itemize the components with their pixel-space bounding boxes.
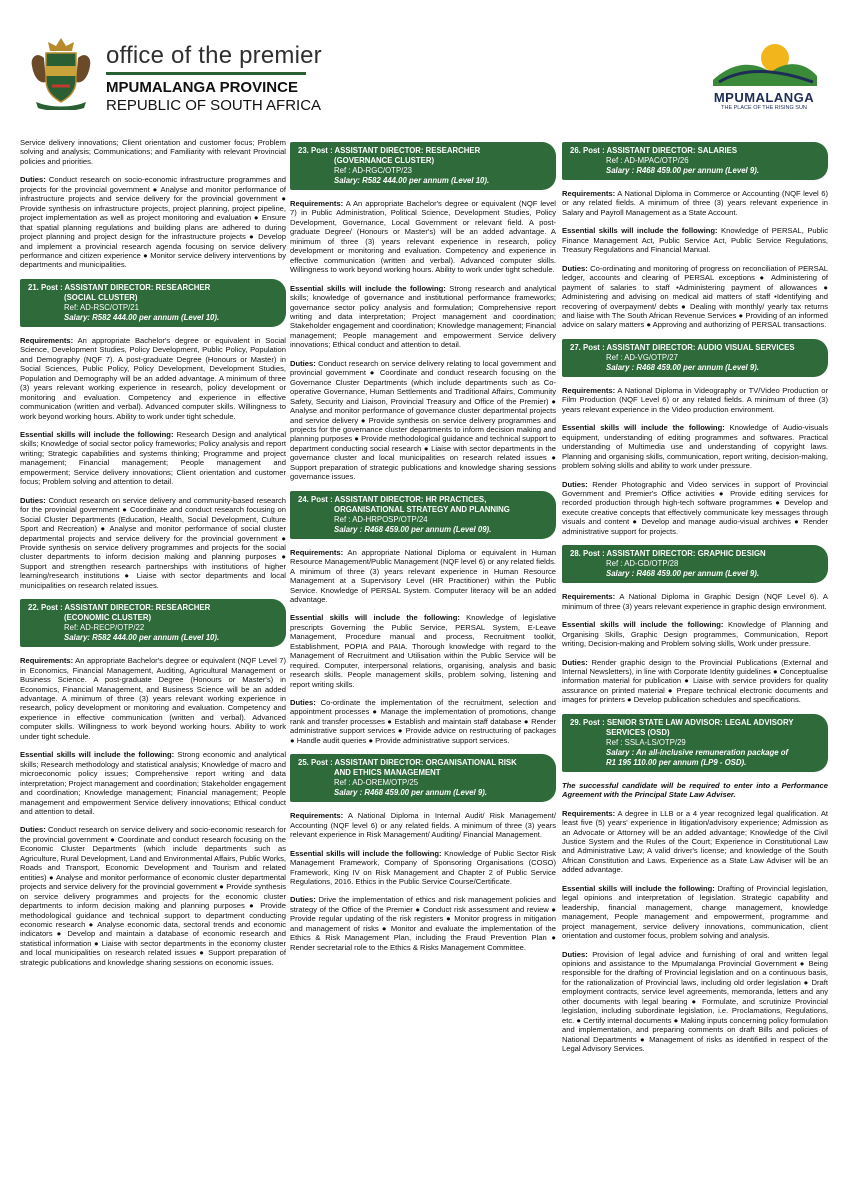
post-22-requirements [20, 656, 286, 741]
duties-text: Conduct research on socio-economic infrastructure programmes and projects for the provincial government ● Analyse and monitor performance of infrastructure projects and service delivery for the provincial government ● Provide synthesis on infrastructure projects, project planning, project pipeline, project implementation as well as project monitoring and evaluation ● Ensure that spatial planning regulations and building plans are adhered to during project planning and project design for the infrastructure projects ● Develop and implement a provincial research agenda focusing on service delivery performance and citizen experience ● Monitor service delivery interventions by departments and municipalities. [20, 175, 286, 270]
requirements-text: A National Diploma in Graphic Design (NQF Level 6). A minimum of three (3) years relevant experience in graphic design environment. [562, 592, 828, 611]
skills-label: Essential skills will include the following: [562, 423, 725, 433]
post-21-requirements [20, 336, 286, 421]
duties-label: Duties: [562, 263, 588, 273]
skills-label: Essential skills will include the following: [20, 429, 174, 439]
post-27-skills [562, 423, 828, 470]
skills-label: Essential skills will include the following: [290, 613, 460, 623]
column-1 [20, 138, 286, 976]
skills-label: Essential skills will include the following: [20, 750, 175, 760]
post-ref: Ref: AD-RECP/OTP/22 [64, 623, 145, 633]
duties-label: Duties: [562, 657, 588, 667]
post-24-skills [290, 613, 556, 689]
post-subtitle: (GOVERNANCE CLUSTER) [334, 156, 435, 165]
post-salary: Salary : R468 459.00 per annum (Level 9). [606, 569, 759, 579]
post-ref: Ref : AD-VG/OTP/27 [606, 352, 678, 362]
post-ref: Ref : AD-HRPOSP/OTP/24 [334, 514, 428, 524]
skills-text: Research Design and analytical skills; Knowledge of social sector policy frameworks; Policy analysis and report writing; Strategic capabilities and systems thinking; Programme and project management; Financial management; People management and empowerment; Service delivery innovations; Client orientation and customer focus; Problem solving and attention to detail. [20, 429, 287, 487]
post-29-skills [562, 884, 828, 941]
post-23-duties [290, 359, 556, 482]
skills-text: Knowledge of legislative prescripts Governing the Public Service, PERSAL System, E-Leave Management, Procedure manual and process, Recruitment toolkit, Establishment, POPIA and PAIA. Thorough knowledge with regard to the Management of Recruitment and Utilisation within the Public Service will be required. Computer, interpersonal relations, organising, analysis and basic research skills. People management skills, problem solving, listening and report writing skills. [290, 613, 556, 689]
post-salary: Salary : R468 459.00 per annum (Level 9). [606, 362, 759, 372]
duties-label: Duties: [20, 495, 46, 505]
post-ref: Ref : AD-GD/OTP/28 [606, 559, 679, 569]
requirements-label: Requirements: [20, 335, 74, 345]
requirements-label: Requirements: [562, 808, 616, 818]
skills-text: Drafting of Provincial legislation, legal opinions and interpretation of legislation. Strategic capability and leadership, financial management, change management, knowledge management, People management and empowerment, programme and project management, service delivery innovations, communication, client orientation and customer focus, problem solving and analysis. [562, 883, 828, 941]
post-ref: Ref : AD-MPAC/OTP/26 [606, 156, 689, 165]
post-27-requirements [562, 386, 828, 414]
requirements-label: Requirements: [562, 592, 616, 602]
brand-rule [106, 72, 306, 75]
column-2 [290, 138, 556, 961]
column-3 [562, 138, 828, 1063]
mpumalanga-tagline: THE PLACE OF THE RISING SUN [721, 105, 807, 111]
header [0, 0, 849, 118]
requirements-text: A degree in LLB or a 4 year recognized legal qualification. At least five (5) years' experience in litigation/advisory experience; Admission as an Advocate or Attorney will be an added advantage; Knowledge of the Civil Justice System and the Rules of the Court; Experience in Constitutional Law and Administrative Law; A valid driver's license; and knowledge of the South African Constitution and Laws. Experience as a State Law Adviser will be an added advantage. [562, 808, 828, 875]
post-28-requirements [562, 592, 828, 611]
skills-text: Knowledge of Planning and Organising Skills, Graphic Design programmes, Communication, Report writing, Decision-making and Problem solving skills, Work under pressure. [562, 620, 828, 649]
post-subtitle: (ECONOMIC CLUSTER) [64, 613, 152, 623]
skills-label: Essential skills will include the following: [290, 283, 446, 293]
post-title: 26. Post : ASSISTANT DIRECTOR: SALARIES [570, 146, 738, 155]
duties-label: Duties: [20, 825, 46, 835]
requirements-text: An appropriate Bachelor's degree or equivalent (NQF Level 7) in Economics, Financial Management, Auditing, Agricultural Management or Business Science. A post-graduate Degree (Honours or Master's) in Economics, Financial Management, and Business Science will be an added advantage. A minimum of three (3) years relevant working experience in research, policy development or monitoring and evaluation. Competency and experience in effective communication (written and verbal). Advanced computer skills. Willingness to work beyond working hours. Ability to work under tight schedule. [20, 656, 286, 741]
skills-label: Essential skills will include the following: [562, 226, 718, 236]
post-28-skills [562, 620, 828, 648]
post-salary: Salary : R468 459.00 per annum (Level 9). [334, 788, 487, 798]
post-ref: Ref : AD-OREM/OTP/25 [334, 778, 419, 788]
post-21-header [20, 279, 286, 327]
post-salary: Salary: R582 444.00 per annum (Level 10). [64, 312, 220, 322]
duties-text: Conduct research on service delivery and socio-economic research for the provincial government ● Coordinate and conduct research focusing on the Economic Cluster Departments (which include departments such as Agriculture, Rural Development, Land and Environmental Affairs, Public Works, Roads and Transport, Economic Development and Tourism and related entities) ● Analyse and monitor performance of economic cluster departmental projects and service delivery for the provincial government ● Provide synthesis on service delivery programmes and projects for the economic cluster departments to inform decision making and planning purposes ● Provide methodological guidance and technical support to department conducting economic research ● Analyse economic data, sectoral trends and economic indicators ● Develop and maintain a database of economic research and statistical information ● Liaise with sector departments in the economy cluster and local municipalities on research related issues ● Support preparation of strategic publications and knowledge sharing sessions on economic issues. [20, 825, 286, 967]
post-salary: Salary : R468 459.00 per annum (Level 09). [334, 524, 492, 534]
duties-label: Duties: [562, 479, 588, 489]
intro-duties [20, 175, 286, 270]
post-21-skills [20, 430, 286, 487]
post-ref: Ref : SSLA-LS/OTP/29 [606, 737, 686, 747]
post-26-header [562, 142, 828, 180]
duties-text: Conduct research on service delivery relating to local government and provincial government ● Coordinate and conduct research focusing on the Governance Cluster Departments (which include departments such as Co-operative Governance, Human Settlements and Traditional Affairs, Community Safety, Security and Liaison, Provincial Treasury and Office of the Premier) ● Analyse and monitor performance of governance cluster departmental projects and service delivery ● Provide synthesis on service delivery programmes and projects for the governance cluster departments to inform decision making and planning purposes ● Provide methodological guidance and technical support to department conducting social research ● Liaise with sector departments in the governance cluster and local municipalities on research related issues ● Support preparation of strategic publications and knowledge sharing sessions governance issues. [290, 358, 556, 482]
post-ref: Ref: AD-RSC/OTP/21 [64, 302, 139, 312]
country-name: REPUBLIC OF SOUTH AFRICA [106, 97, 322, 114]
post-29-requirements [562, 809, 828, 875]
requirements-text: An appropriate National Diploma or equivalent in Human Resource Management/Public Management (NQF level 6) or any related fields. A minimum of three (3) years relevant experience in Human Resource Management at a Supervisory Level (HR Practitioner) within the Public Service. Knowledge of PERSAL System. Computer literacy will be an added advantage. [290, 547, 556, 604]
post-21-duties [20, 496, 286, 591]
duties-label: Duties: [20, 175, 46, 185]
requirements-text: A National Diploma in Videography or TV/Video Production or Film Production (NQF Level 6) or any related fields. A minimum of three (3) years relevant experience in the Video production environment. [562, 385, 828, 414]
requirements-label: Requirements: [290, 811, 344, 821]
post-25-skills [290, 849, 556, 887]
post-26-duties [562, 264, 828, 330]
post-title: 21. Post : ASSISTANT DIRECTOR: RESEARCHER [28, 282, 211, 292]
province-name: MPUMALANGA PROVINCE [106, 79, 298, 96]
post-salary: R1 195 110.00 per annum (LP9 - OSD). [606, 757, 747, 767]
post-ref: Ref : AD-RGC/OTP/23 [334, 166, 412, 175]
requirements-label: Requirements: [20, 656, 74, 666]
post-24-header [290, 491, 556, 539]
requirements-label: Requirements: [562, 189, 616, 198]
requirements-text: A National Diploma in Internal Audit/ Risk Management/ Accounting (NQF level 6) or any related fields. A minimum of three (3) years relevant experience in Risk Management/ Auditing/ Financial Management. [290, 811, 556, 840]
office-branding [106, 42, 322, 115]
requirements-text: An appropriate Bachelor's degree or equivalent in Social Science, Development Studies, Policy Development, Public Policy, Population and Demography (NQF 7). A post-graduate Degree (Honours or Master) in Social Sciences, Public Policy, Policy Development, Development Studies, Population and Demography will be an added advantage. A minimum of three (3) years relevant working experience in research, policy development or monitoring and evaluation. Competency and experience in effective communication (written and verbal). Advanced computer skills. Willingness to work beyond working hours. Ability to work under tight schedule. [20, 335, 286, 421]
post-title: 24. Post : ASSISTANT DIRECTOR: HR PRACTICES, [298, 494, 487, 504]
post-22-duties [20, 825, 286, 967]
post-23-header [290, 142, 556, 190]
requirements-label: Requirements: [290, 199, 344, 208]
skills-label: Essential skills will include the following: [562, 883, 715, 893]
post-23-skills [290, 284, 556, 350]
duties-text: Provision of legal advice and furnishing of oral and written legal opinions and assistance to the Mpumalanga Provincial Government ● Being responsible for the drafting of Provincial legislation and on a continuous basis, for the rationalization of Provincial laws, including old order legislation ● Draft employment contracts, service level agreements, memoranda, letters and any other documents with legal bearing ● Formulate, and scrutinize Provincial legislation, including subordinate legislation, i.e. Proclamations, Regulations, etc. ● Certify internal documents ● Making inputs concerning policy formulation and implementation, and preparing comments on draft Bills and policies of National Departments ● Management of risks as identified in respect of the Legal Advisory Services. [562, 949, 828, 1054]
mpumalanga-logo [704, 36, 824, 116]
duties-text: Drive the implementation of ethics and risk management policies and strategy of the Office of the Premier ● Conduct risk assessment and review ● Provide regular updating of the risk registers ● Monitor progress in mitigation and management of risks ● Monitor and evaluate the implementation of the Ethics & Risk Management Plan, including the Fraud Prevention Plan ● Render secretarial role to the Ethics & Risks Management Committee. [290, 895, 556, 952]
skills-label: Essential skills will include the following: [290, 848, 442, 858]
post-29-duties [562, 950, 828, 1054]
duties-text: Conduct research on service delivery and community-based research for the provincial government ● Coordinate and conduct research focusing on Social Cluster Departments (Education, Health, Social Development, Culture Sport and Recreation) ● Analyse and monitor performance of social cluster departmental projects and service delivery for the provincial government ● Provide synthesis on service delivery programmes and projects for the social cluster departments to inform decision making and planning purposes ● Support and strengthen research partnerships with institutions of higher learning/research institutions ● Liaise with sector departments and local municipalities on research related issues. [20, 495, 286, 590]
post-title: 28. Post : ASSISTANT DIRECTOR: GRAPHIC DESIGN [570, 549, 766, 559]
post-salary: Salary: R582 444.00 per annum (Level 10). [334, 176, 490, 185]
skills-text: Knowledge of Audio-visuals equipment, understanding of editing programmes and softwares. Practical understanding of Multimedia use and understanding of copyright laws. Planning and organising skills, communication, report writing, decision-making, problem solving skills and ability to work under pressure. [562, 423, 829, 471]
post-title: 25. Post : ASSISTANT DIRECTOR: ORGANISATIONAL RISK [298, 758, 517, 768]
post-subtitle: SERVICES (OSD) [606, 727, 670, 737]
duties-label: Duties: [290, 698, 316, 708]
requirements-label: Requirements: [290, 547, 344, 557]
post-salary: Salary : R468 459.00 per annum (Level 9). [606, 166, 759, 175]
post-25-duties [290, 895, 556, 952]
duties-text: Co-ordinating and monitoring of progress on reconciliation of PERSAL ledger, accounts and clearing of PERSAL exceptions ● Administering of payment of salaries to staff •Administering payment of allowances ● Administering and advising on medical aid matters of staff •Identifying and recovering of overpayment/ debts ● Dealing with monthly/ yearly tax returns and liaise with The South African Revenue Services ● Providing of an informed advice on salary matters ● Approving and authorizing of PERSAL transactions. [562, 263, 828, 330]
post-26-skills [562, 226, 828, 254]
post-subtitle: AND ETHICS MANAGEMENT [334, 768, 441, 778]
post-29-header [562, 714, 828, 772]
post-subtitle: ORGANISATIONAL STRATEGY AND PLANNING [334, 504, 510, 514]
post-title: 22. Post : ASSISTANT DIRECTOR: RESEARCHER [28, 603, 211, 613]
rising-sun-icon [709, 36, 819, 86]
post-23-requirements [290, 199, 556, 275]
requirements-text: A An appropriate Bachelor's degree or equivalent (NQF level 7) in Public Administration, Political Science, Development Studies, Policy Development, Governance, Local Government or relevant field. A post-graduate Degree/ (Honours or Master's) will be an added advantage. A minimum of three (3) years relevant experience in research, policy development or monitoring and evaluation. Competency and experience in effective communication (written and verbal). Advanced computer skills. Willingness to work beyond working hours. Ability to work under tight schedule. [290, 199, 556, 275]
office-title: office of the premier [106, 42, 322, 69]
skills-text: Strong economic and analytical skills; Research methodology and statistical analysis; Knowledge of macro and microeconomic policy issues; Comprehensive report writing and data interpretation; Project management and coordination; Stakeholder engagement and coordination; Knowledge management; Financial management; People management and empowerment Service delivery innovations; Ethical conduct and attention to detail. [20, 750, 287, 817]
post-24-requirements [290, 548, 556, 605]
duties-text: Render Photographic and Video services in support of Provincial Government and Premier's Office activities ● Provide editing services for recorded production through high-tech software programmes ● Develop and execute creative concepts that effectively communicate key messages through visuals and content ● Develop and manage audio-visual archives ● Render administrative support for projects. [562, 479, 828, 536]
post-24-duties [290, 698, 556, 745]
post-22-skills [20, 750, 286, 816]
post-salary: Salary: R582 444.00 per annum (Level 10). [64, 633, 220, 643]
post-28-header [562, 545, 828, 583]
requirements-text: A National Diploma in Commerce or Accounting (NQF level 6) or any related fields. A minimum of three (3) years relevant experience in Salary and Payroll Management as a State Account. [562, 189, 828, 217]
duties-text: Render graphic design to the Provincial Publications (External and Internal Newsletters), in line with Corporate Identity guidelines ● Conceptualise information material for publication ● Liaise with service providers for quality assurance on printed material ● Prepare technical electronic documents and images for printers ● Develop publication schedules and specifications. [562, 657, 828, 705]
skills-text: Strong research and analytical skills; knowledge of governance and institutional performance frameworks; governance sector policy analysis and formulation; Comprehensive report writing and data interpretation; Project management and coordination; Stakeholder engagement and coordination; Knowledge management; Financial management; People management and empowerment Service delivery innovations; Ethical conduct and attention to detail. [290, 283, 557, 350]
post-title: 29. Post : SENIOR STATE LAW ADVISOR: LEGAL ADVISORY [570, 717, 794, 727]
post-28-duties [562, 658, 828, 705]
skills-text: Knowledge of Public Sector Risk Management Framework, Company of Sponsoring Organisations (COSO) Framework, King IV on Risk Management and Chapter 2 of Public Service Regulations, 2016. Ethics in the Public Service Course/Certificate. [290, 848, 556, 887]
mpumalanga-wordmark: MPUMALANGA [713, 90, 815, 105]
requirements-label: Requirements: [562, 385, 616, 395]
post-26-requirements [562, 189, 828, 217]
post-25-header [290, 754, 556, 802]
post-22-header [20, 599, 286, 647]
post-salary-note: Salary : An all-inclusive remuneration package of [606, 747, 789, 757]
post-25-requirements [290, 811, 556, 839]
skills-label: Essential skills will include the following: [562, 620, 724, 630]
duties-label: Duties: [290, 358, 316, 368]
post-27-duties [562, 480, 828, 537]
post-subtitle: (SOCIAL CLUSTER) [64, 292, 138, 302]
post-title: 27. Post : ASSISTANT DIRECTOR: AUDIO VISUAL SERVICES [570, 342, 795, 352]
provincial-coat-of-arms-icon [28, 36, 94, 110]
intro-paragraph: Service delivery innovations; Client orientation and customer focus; Problem solving and analysis; Communications; and Familiarity with relevant Provincial policies and priorities. [20, 138, 286, 166]
post-27-header [562, 339, 828, 377]
duties-label: Duties: [562, 949, 588, 959]
post-29-note: The successful candidate will be required to enter into a Performance Agreement with the Principal State Law Adviser. [562, 780, 828, 800]
skills-text: Knowledge of PERSAL, Public Finance Management Act, Public Service Act, Public Service Regulations, Treasury Regulations and Financial Manual. [562, 226, 829, 255]
duties-text: Co-ordinate the implementation of the recruitment, selection and appointment processes ● Manage the implementation of promotions, change rank and transfer processes ● Establish and maintain staff database ● Render administrative support services ● Provide advice on restructuring of packages ● Handle audit queries ● Provide administrative support services. [290, 698, 556, 745]
post-title: 23. Post : ASSISTANT DIRECTOR: RESEARCHER [298, 146, 481, 155]
duties-label: Duties: [290, 895, 316, 905]
